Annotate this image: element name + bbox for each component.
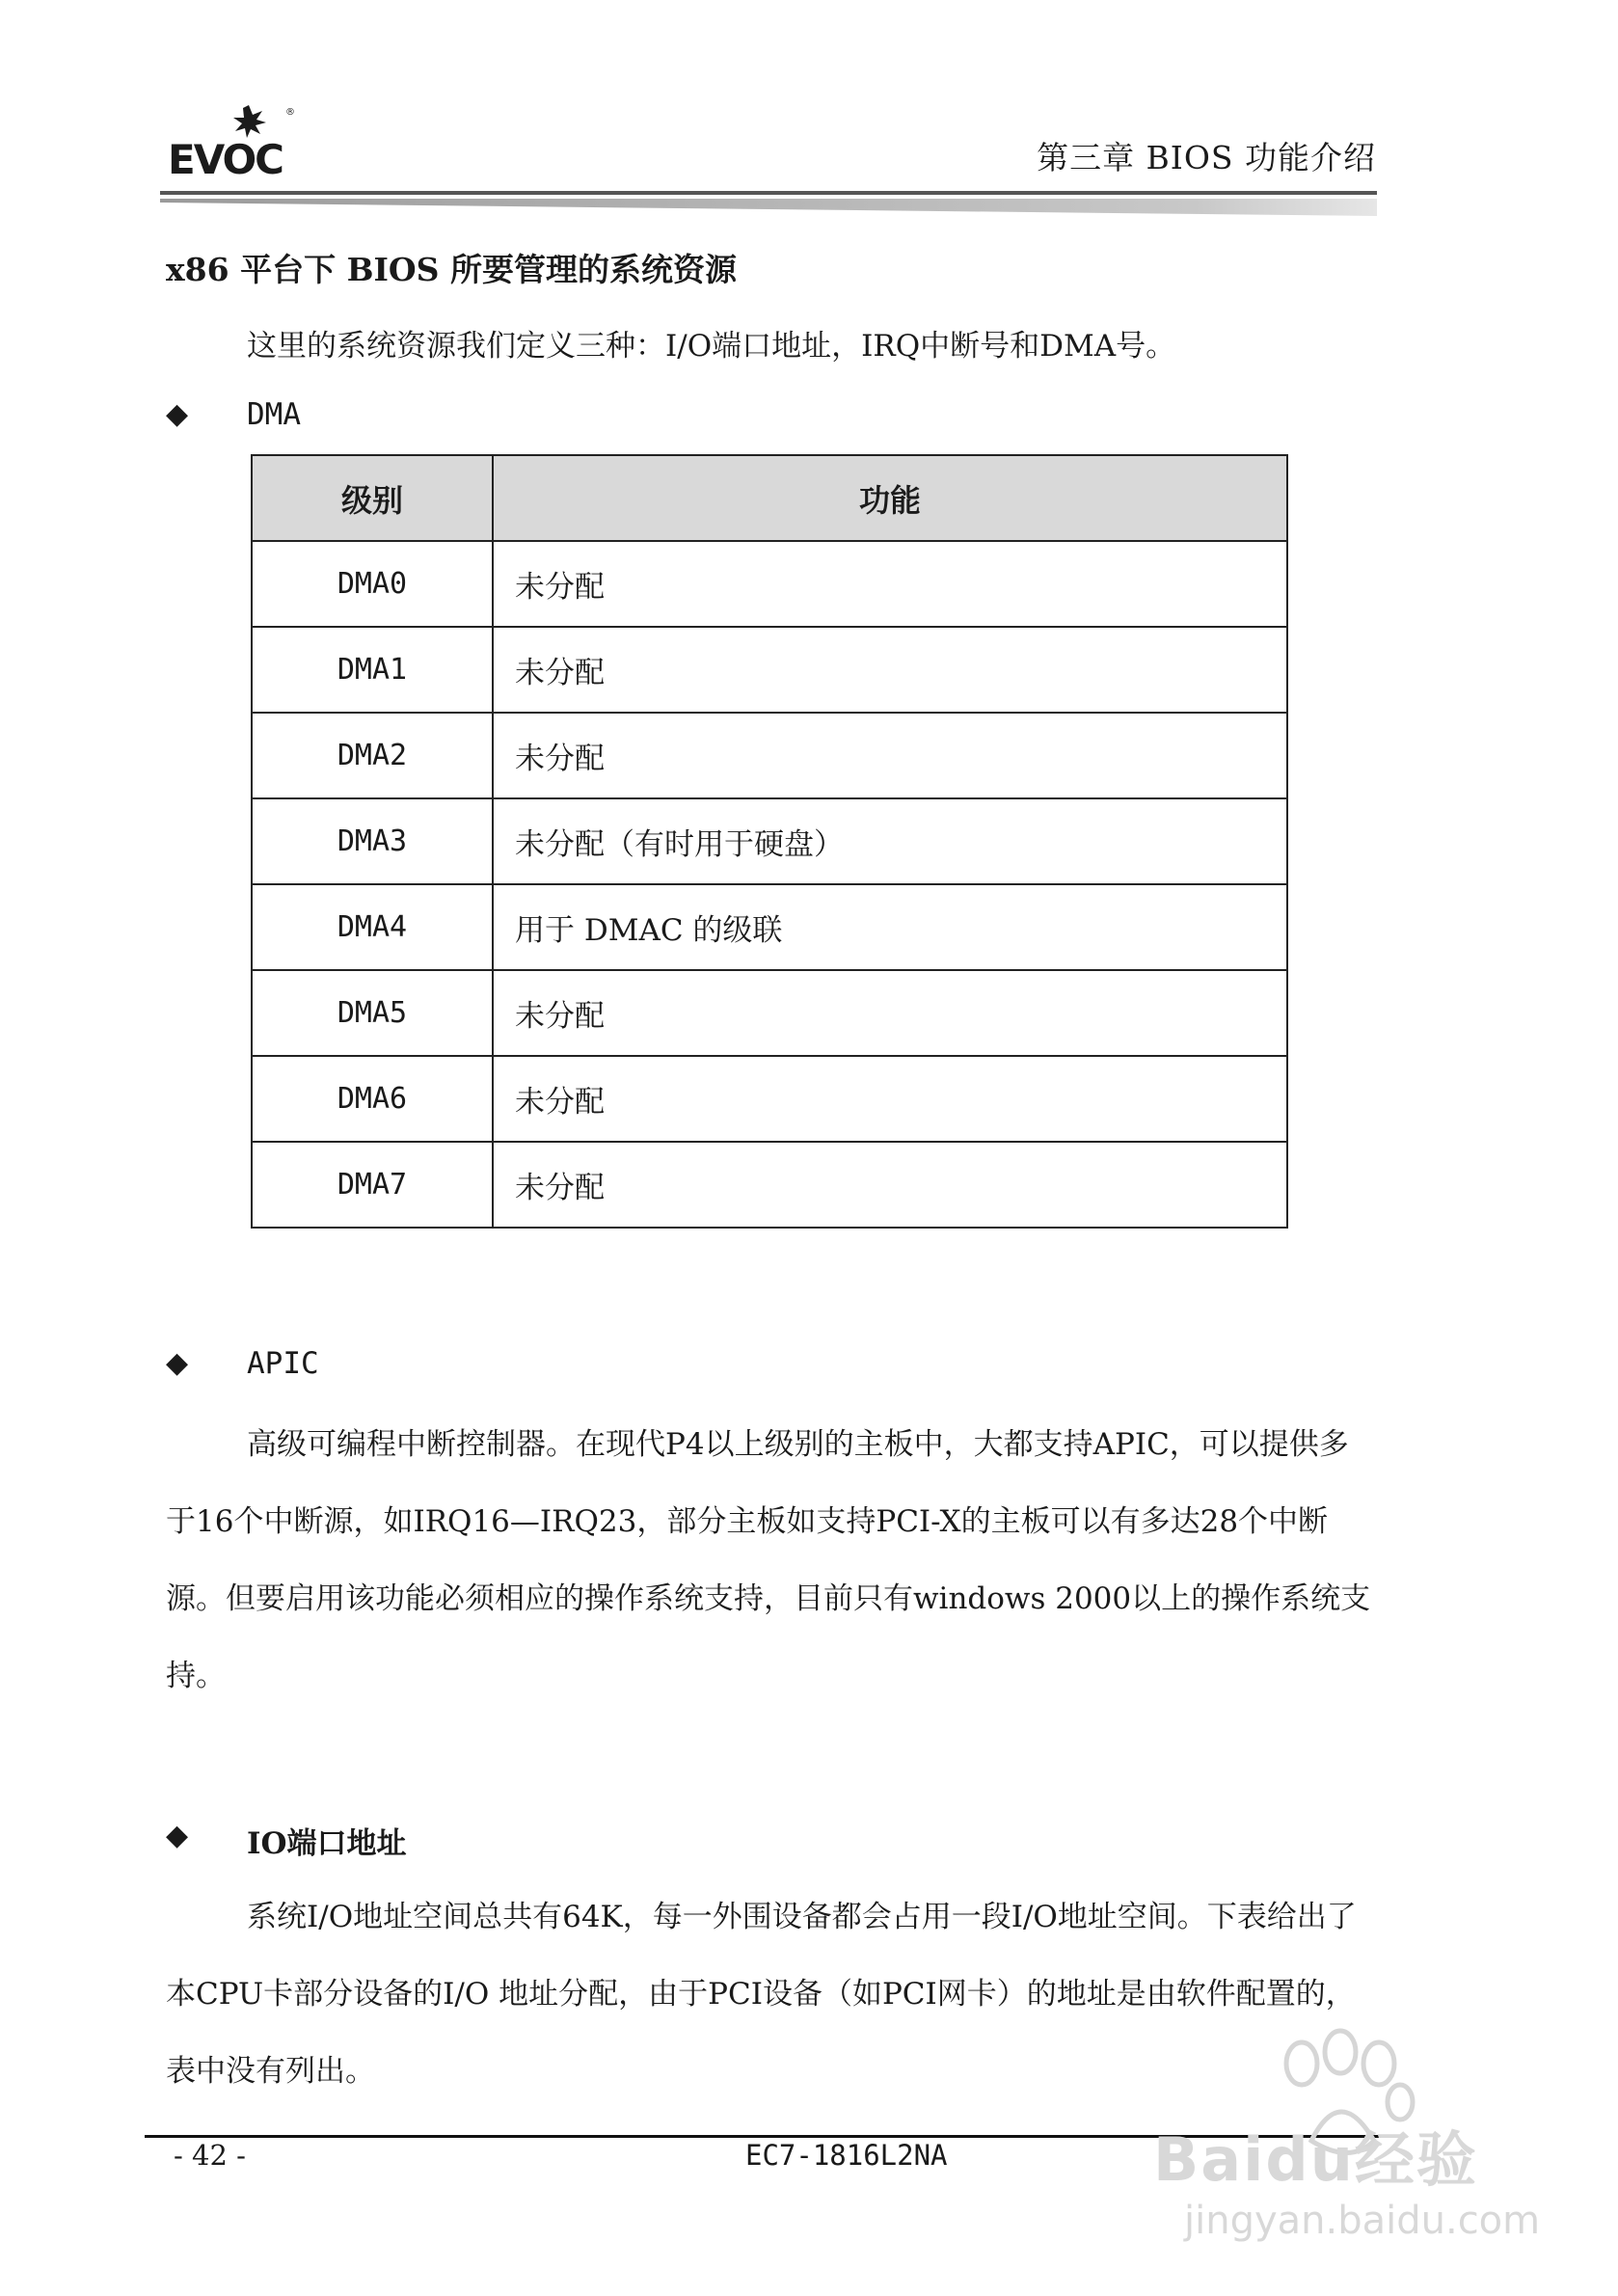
- model-number: EC7-1816L2NA: [745, 2139, 948, 2172]
- dma-heading: DMA: [247, 397, 301, 432]
- dma-function: 未分配: [493, 970, 1287, 1056]
- page-number: - 42 -: [174, 2139, 246, 2172]
- header-rule: [160, 191, 1377, 216]
- apic-heading: APIC: [247, 1346, 319, 1381]
- io-heading: IO端口地址: [247, 1826, 407, 1861]
- table-row: [252, 884, 1287, 970]
- dma-level: DMA0: [252, 541, 493, 627]
- table-row: [252, 798, 1287, 884]
- dma-level: DMA3: [252, 798, 493, 884]
- column-header-function: 功能: [493, 455, 1287, 541]
- dma-function: 未分配: [493, 1056, 1287, 1142]
- dma-table: [251, 454, 1288, 1229]
- bullet-apic: ◆: [166, 1346, 189, 1380]
- table-row: [252, 627, 1287, 713]
- svg-text:®: ®: [285, 107, 295, 118]
- table-row: [252, 1142, 1287, 1228]
- dma-level: DMA6: [252, 1056, 493, 1142]
- chapter-title: 第三章 BIOS 功能介绍: [1037, 139, 1376, 176]
- table-row: [252, 970, 1287, 1056]
- column-header-level: 级别: [252, 455, 493, 541]
- bullet-dma: ◆: [166, 397, 189, 431]
- watermark-url: jingyan.baidu.com: [1184, 2199, 1541, 2243]
- bullet-io: ◆: [166, 1819, 189, 1852]
- table-row: [252, 713, 1287, 798]
- evoc-logo: [166, 101, 301, 180]
- dma-level: DMA7: [252, 1142, 493, 1228]
- dma-level: DMA1: [252, 627, 493, 713]
- svg-text:EVOC: EVOC: [168, 136, 283, 180]
- table-row: [252, 541, 1287, 627]
- dma-level: DMA5: [252, 970, 493, 1056]
- dma-level: DMA4: [252, 884, 493, 970]
- dma-function: 未分配: [493, 627, 1287, 713]
- apic-paragraph-text: 高级可编程中断控制器。在现代P4以上级别的主板中，大都支持APIC，可以提供多于16个中断源，如IRQ16—IRQ23，部分主板如支持PCI-X的主板可以有多达28个中断源。但要启用该功能必须相应的操作系统支持，目前只有windows 2000以上的操作系统支持。: [166, 1427, 1371, 1693]
- dma-function: 未分配: [493, 713, 1287, 798]
- dma-function: 未分配: [493, 541, 1287, 627]
- dma-function: 未分配（有时用于硬盘）: [493, 798, 1287, 884]
- io-paragraph: [166, 1878, 1377, 2110]
- dma-function: 未分配: [493, 1142, 1287, 1228]
- dma-level: DMA2: [252, 713, 493, 798]
- watermark-brand: Baidu经验: [1153, 2124, 1478, 2195]
- intro-paragraph: 这里的系统资源我们定义三种：I/O端口地址，IRQ中断号和DMA号。: [247, 329, 1176, 364]
- apic-paragraph: [166, 1406, 1377, 1715]
- dma-function: 用于 DMAC 的级联: [493, 884, 1287, 970]
- section-title: x86 平台下 BIOS 所要管理的系统资源: [166, 251, 737, 288]
- table-header-row: [252, 455, 1287, 541]
- io-paragraph-text: 系统I/O地址空间总共有64K，每一外围设备都会占用一段I/O地址空间。下表给出了本CPU卡部分设备的I/O 地址分配，由于PCI设备（如PCI网卡）的地址是由软件配置的，表中没有列出。: [166, 1900, 1357, 2089]
- table-row: [252, 1056, 1287, 1142]
